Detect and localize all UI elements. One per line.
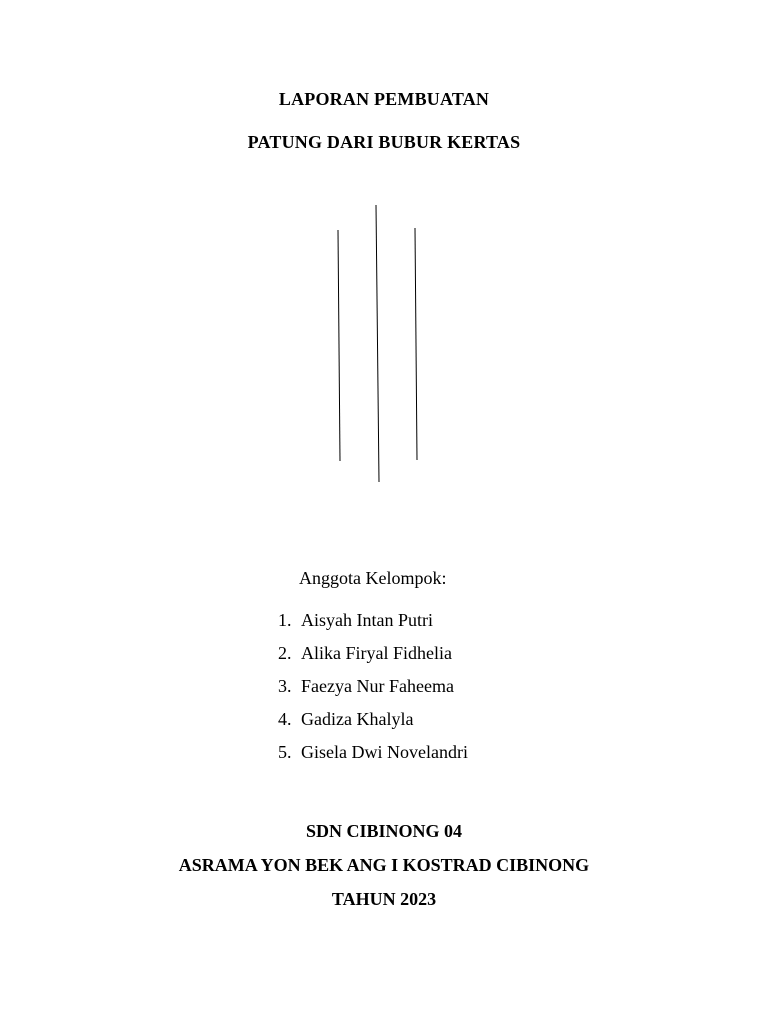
vertical-line-center xyxy=(376,205,379,482)
member-number: 2. xyxy=(278,643,292,663)
school-name: SDN CIBINONG 04 xyxy=(305,821,463,841)
member-name: Gisela Dwi Novelandri xyxy=(301,742,468,762)
report-year: TAHUN 2023 xyxy=(331,889,437,909)
member-name: Alika Firyal Fidhelia xyxy=(301,643,452,663)
member-name: Faezya Nur Faheema xyxy=(301,676,454,696)
school-address: ASRAMA YON BEK ANG I KOSTRAD CIBINONG xyxy=(178,855,590,875)
report-title-line-1: LAPORAN PEMBUATAN xyxy=(278,89,490,109)
members-heading: Anggota Kelompok: xyxy=(299,568,447,588)
report-title-line-2: PATUNG DARI BUBUR KERTAS xyxy=(247,132,521,152)
list-item xyxy=(278,609,468,642)
list-item xyxy=(278,642,468,675)
member-number: 5. xyxy=(278,742,292,762)
member-name: Aisyah Intan Putri xyxy=(301,610,433,630)
vertical-line-right xyxy=(415,228,417,460)
member-list xyxy=(278,609,468,774)
list-item xyxy=(278,708,468,741)
member-number: 4. xyxy=(278,709,292,729)
member-name: Gadiza Khalyla xyxy=(301,709,414,729)
list-item xyxy=(278,675,468,708)
member-number: 1. xyxy=(278,610,292,630)
list-item xyxy=(278,741,468,774)
member-number: 3. xyxy=(278,676,292,696)
vertical-line-left xyxy=(338,230,340,461)
